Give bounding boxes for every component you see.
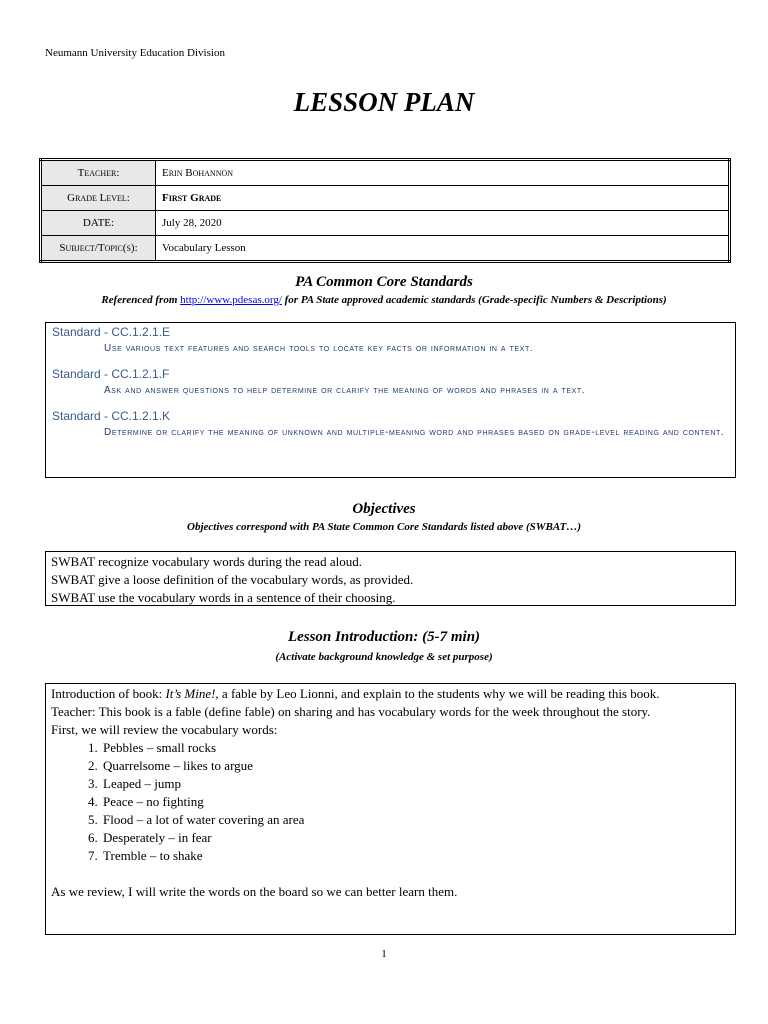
reference-suffix: for PA State approved academic standards (Grade-specific Numbers & Descriptions)	[281, 294, 667, 306]
standard-code: Standard - CC.1.2.1.F	[52, 367, 170, 381]
objectives-box	[45, 551, 736, 606]
introduction-subtitle: (Activate background knowledge & set purpose)	[275, 651, 493, 663]
table-row	[41, 236, 730, 262]
table-row	[41, 160, 730, 186]
standard-description: Ask and answer questions to help determine or clarify the meaning of words and phrases in a text.	[104, 385, 586, 396]
list-item: 7. Tremble – to shake	[101, 847, 730, 865]
introduction-box	[45, 683, 736, 935]
table-row	[41, 186, 730, 211]
standards-box	[45, 322, 736, 478]
list-item: 2. Quarrelsome – likes to argue	[101, 757, 730, 775]
teacher-paragraph: Teacher: This book is a fable (define fable) on sharing and has vocabulary words for the week throughout the story.	[51, 704, 651, 719]
standard-code: Standard - CC.1.2.1.E	[52, 325, 171, 339]
subject-label: Subject/Topic(s):	[41, 236, 156, 262]
teacher-info-table	[39, 158, 731, 263]
standards-reference	[0, 294, 768, 306]
teacher-value: Erin Bohannon	[156, 160, 730, 186]
list-item: 4. Peace – no fighting	[101, 793, 730, 811]
introduction-title: Lesson Introduction: (5-7 min)	[287, 629, 481, 645]
book-title: It’s Mine!,	[165, 686, 219, 701]
standard-code: Standard - CC.1.2.1.K	[52, 409, 171, 423]
pdesas-link[interactable]: http://www.pdesas.org/	[180, 294, 282, 306]
intro-suffix: a fable by Leo Lionni, and explain to the students why we will be reading this book.	[218, 686, 660, 701]
grade-value: First Grade	[156, 186, 730, 211]
objectives-title: Objectives	[352, 501, 416, 517]
page-number: 1	[381, 948, 387, 960]
date-value: July 28, 2020	[156, 211, 730, 236]
objective-item: SWBAT recognize vocabulary words during the read aloud.	[51, 554, 362, 569]
org-header: Neumann University Education Division	[45, 47, 225, 59]
objectives-subtitle: Objectives correspond with PA State Common Core Standards listed above (SWBAT…)	[187, 521, 581, 533]
intro-prefix: Introduction of book:	[51, 686, 166, 701]
review-paragraph: First, we will review the vocabulary words:	[51, 722, 278, 737]
list-item: 1. Pebbles – small rocks	[101, 739, 730, 757]
date-label: DATE:	[41, 211, 156, 236]
subject-value: Vocabulary Lesson	[156, 236, 730, 262]
list-item: 6. Desperately – in fear	[101, 829, 730, 847]
standards-title: PA Common Core Standards	[295, 274, 473, 290]
page-title: LESSON PLAN	[293, 87, 475, 117]
grade-label: Grade Level:	[41, 186, 156, 211]
vocabulary-list	[51, 739, 730, 865]
list-item: 5. Flood – a lot of water covering an area	[101, 811, 730, 829]
teacher-label: Teacher:	[41, 160, 156, 186]
standard-description: Use various text features and search tools to locate key facts or information in a text.	[104, 343, 534, 354]
table-row	[41, 211, 730, 236]
reference-prefix: Referenced from	[101, 294, 181, 306]
standard-description: Determine or clarify the meaning of unknown and multiple-meaning word and phrases based on grade-level reading and content.	[104, 427, 725, 438]
objective-item: SWBAT use the vocabulary words in a sentence of their choosing.	[51, 590, 396, 605]
closing-paragraph: As we review, I will write the words on the board so we can better learn them.	[51, 884, 458, 899]
objective-item: SWBAT give a loose definition of the vocabulary words, as provided.	[51, 572, 414, 587]
list-item: 3. Leaped – jump	[101, 775, 730, 793]
intro-paragraph	[51, 685, 730, 703]
